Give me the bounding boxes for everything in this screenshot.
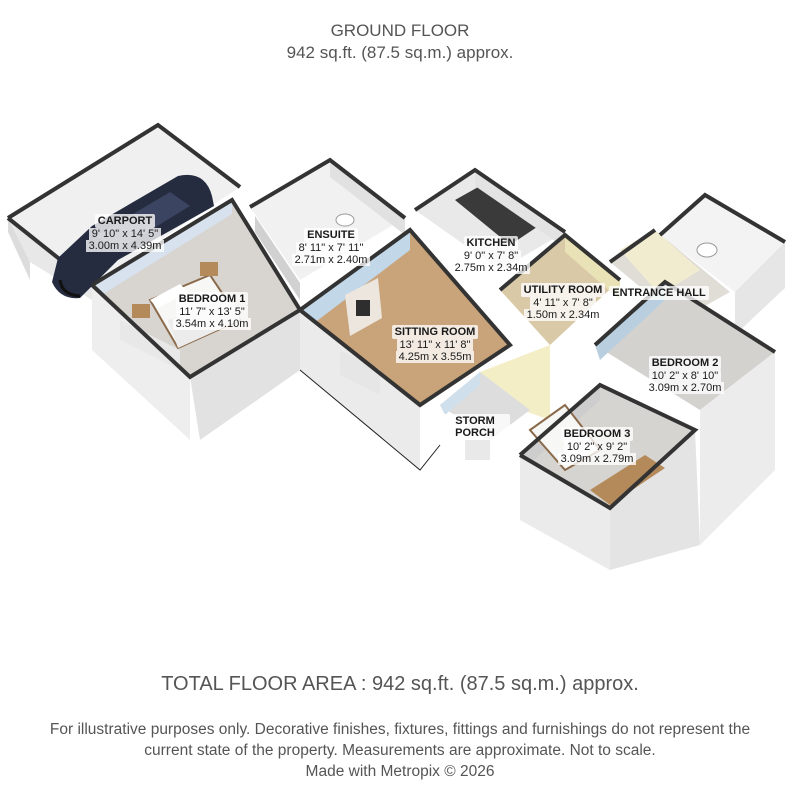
room-label-ensuite: ENSUITE 8' 11" x 7' 11" 2.71m x 2.40m	[276, 228, 386, 266]
room-label-bedroom-3: BEDROOM 3 10' 2" x 9' 2" 3.09m x 2.79m	[542, 427, 652, 465]
room-label-bedroom-1: BEDROOM 1 11' 7" x 13' 5" 3.54m x 4.10m	[157, 292, 267, 330]
floor-title: GROUND FLOOR	[330, 21, 470, 40]
floor-area: 942 sq.ft. (87.5 sq.m.) approx.	[286, 43, 514, 62]
room-label-carport: CARPORT 9' 10" x 14' 5" 3.00m x 4.39m	[70, 214, 180, 252]
total-floor-area: TOTAL FLOOR AREA : 942 sq.ft. (87.5 sq.m.) approx.	[161, 673, 639, 695]
room-label-kitchen: KITCHEN 9' 0" x 7' 8" 2.75m x 2.34m	[436, 236, 546, 274]
room-label-storm-porch: STORM PORCH	[440, 414, 510, 440]
room-label-entrance-hall: ENTRANCE HALL	[600, 286, 718, 300]
credit-text: Made with Metropix © 2026	[305, 763, 495, 780]
disclaimer	[40, 719, 760, 782]
room-label-sitting-room: SITTING ROOM 13' 11" x 11' 8" 4.25m x 3.55m	[375, 325, 495, 363]
room-label-utility-room: UTILITY ROOM 4' 11" x 7' 8" 1.50m x 2.34m	[508, 283, 618, 321]
room-label-bedroom-2: BEDROOM 2 10' 2" x 8' 10" 3.09m x 2.70m	[630, 356, 740, 394]
disclaimer-text: For illustrative purposes only. Decorative finishes, fixtures, fittings and furnishings do not represent the current state of the property. Measurements are approximate. Not to scale.	[49, 721, 751, 759]
